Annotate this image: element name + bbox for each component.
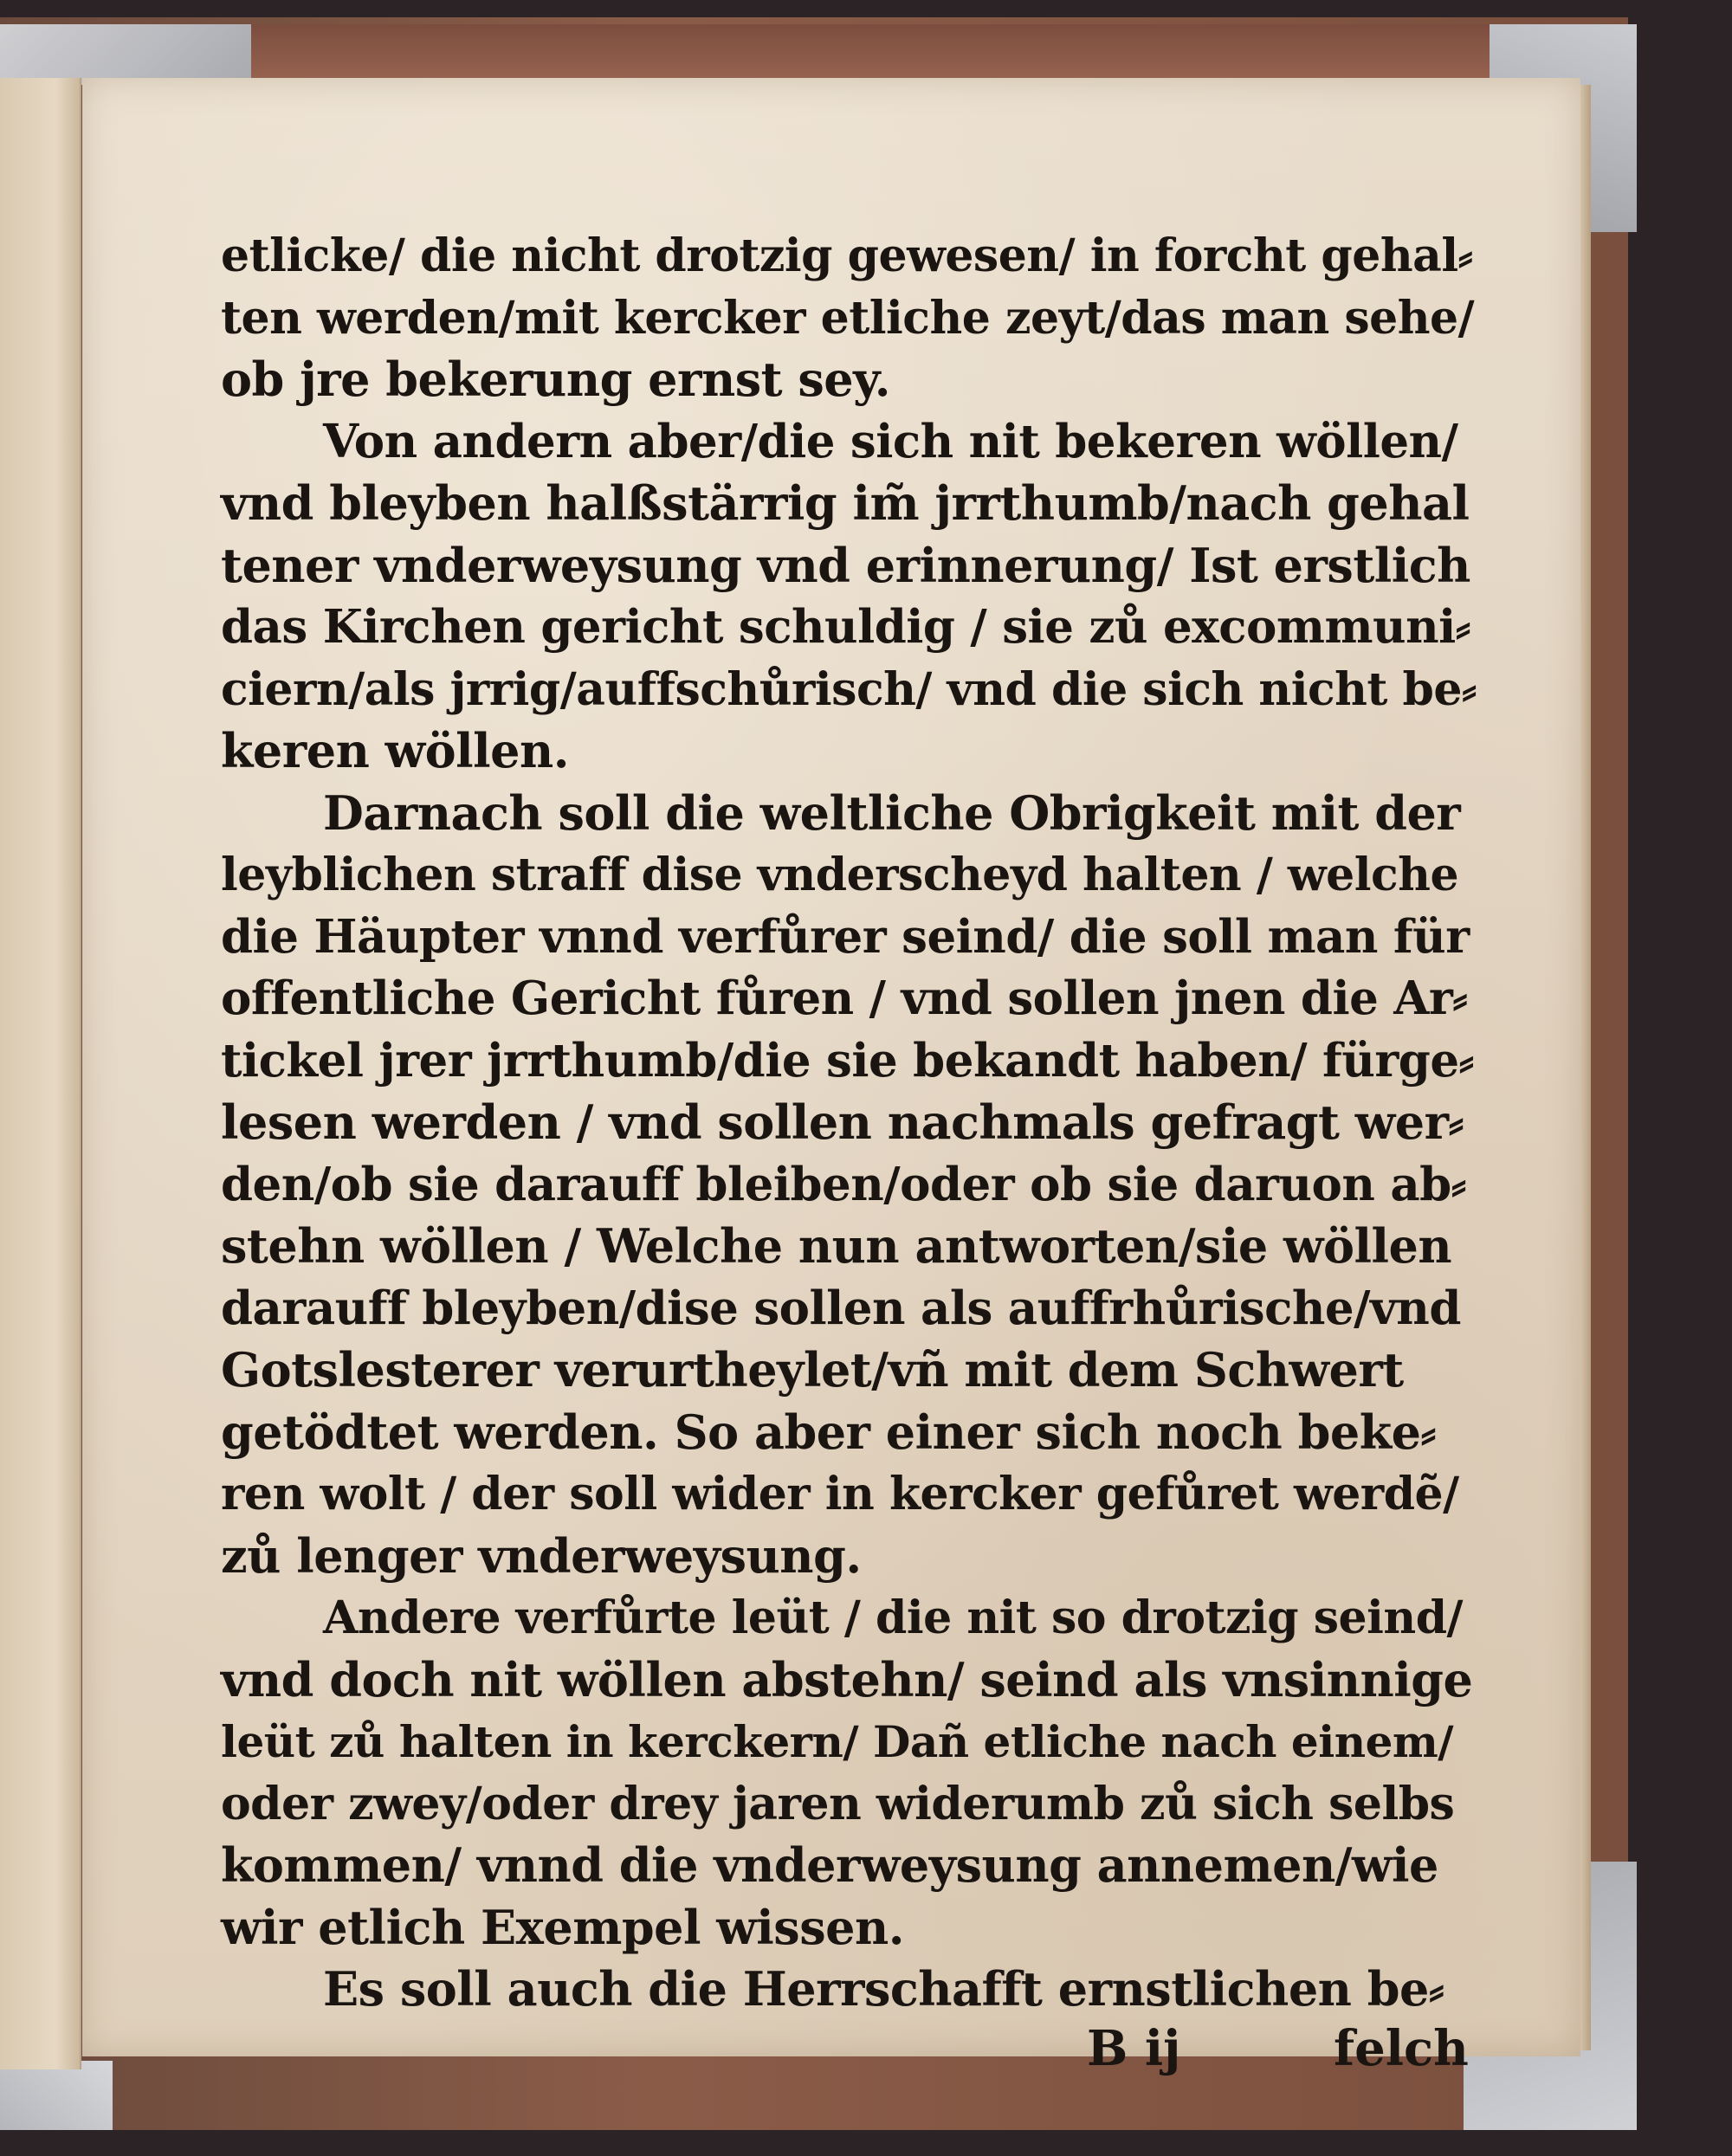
text-line: darauff bleyben/dise sollen als auffrhůrische/vnd xyxy=(221,1281,1461,1335)
paragraph-start-line: Von andern aber/die sich nit bekeren wöllen/ xyxy=(323,414,1458,468)
text-line: ren wolt / der soll wider in kercker gefůret werdẽ/ xyxy=(221,1468,1459,1520)
body-text xyxy=(221,225,1477,2021)
signature-mark: B ij xyxy=(1087,2020,1181,2077)
text-line: vnd doch nit wöllen abstehn/ seind als vnsinnige xyxy=(221,1651,1473,1707)
text-line: lesen werden / vnd sollen nachmals gefragt wer⸗ xyxy=(221,1094,1464,1150)
catchword: felch xyxy=(1334,2020,1469,2077)
text-line: vnd bleyben halßstärrig im̃ jrrthumb/nach gehal xyxy=(221,475,1470,531)
facing-page-edge xyxy=(0,78,81,2069)
cover-corner-top-left xyxy=(0,24,251,85)
paragraph-start-line: Darnach soll die weltliche Obrigkeit mit der xyxy=(323,784,1461,841)
text-line: wir etlich Exempel wissen. xyxy=(221,1899,905,1955)
text-line: etlicke/ die nicht drotzig gewesen/ in forcht gehal⸗ xyxy=(221,229,1473,282)
paragraph-start-line: Es soll auch die Herrschafft ernstlichen be⸗ xyxy=(323,1961,1444,2017)
text-line: den/ob sie darauff bleiben/oder ob sie daruon ab⸗ xyxy=(221,1157,1466,1211)
text-line: Gotslesterer verurtheylet/vñ mit dem Schwert xyxy=(221,1342,1404,1398)
paper-page xyxy=(82,78,1580,2077)
text-line: tener vnderweysung vnd erinnerung/ Ist erstlich xyxy=(221,537,1470,593)
text-line: tickel jrer jrrthumb/die sie bekandt haben/ fürge⸗ xyxy=(221,1033,1474,1088)
text-line: getödtet werden. So aber einer sich noch beke⸗ xyxy=(221,1404,1436,1460)
text-line: leyblichen straff dise vnderscheyd halten / welche xyxy=(221,849,1459,901)
page-footer xyxy=(1087,2020,1469,2082)
page-stack-edge xyxy=(1580,85,1591,2050)
text-line: zů lenger vnderweysung. xyxy=(221,1527,862,1584)
text-line: kommen/ vnnd die vnderweysung annemen/wie xyxy=(221,1837,1438,1893)
text-line: keren wöllen. xyxy=(221,723,570,778)
book-cover-top-edge xyxy=(242,24,1628,85)
text-line: ciern/als jrrig/auffschůrisch/ vnd die sich nicht be⸗ xyxy=(221,662,1477,716)
text-line: die Häupter vnnd verfůrer seind/ die soll man für xyxy=(221,909,1470,964)
text-line: offentliche Gericht fůren / vnd sollen jnen die Ar⸗ xyxy=(221,971,1468,1025)
text-line: das Kirchen gericht schuldig / sie zů excommuni⸗ xyxy=(221,600,1470,654)
text-line: ten werden/mit kercker etliche zeyt/das man sehe/ xyxy=(221,291,1475,345)
text-line: oder zwey/oder drey jaren widerumb zů sich selbs xyxy=(221,1777,1455,1830)
paragraph-start-line: Andere verfůrte leüt / die nit so drotzig seind/ xyxy=(323,1591,1464,1644)
text-line: stehn wöllen / Welche nun antworten/sie wöllen xyxy=(221,1218,1452,1274)
text-line: leüt zů halten in kerckern/ Dañ etliche nach einem/ xyxy=(221,1716,1454,1767)
cover-corner-bottom-left xyxy=(0,2061,113,2130)
text-line: ob jre bekerung ernst sey. xyxy=(221,352,891,407)
